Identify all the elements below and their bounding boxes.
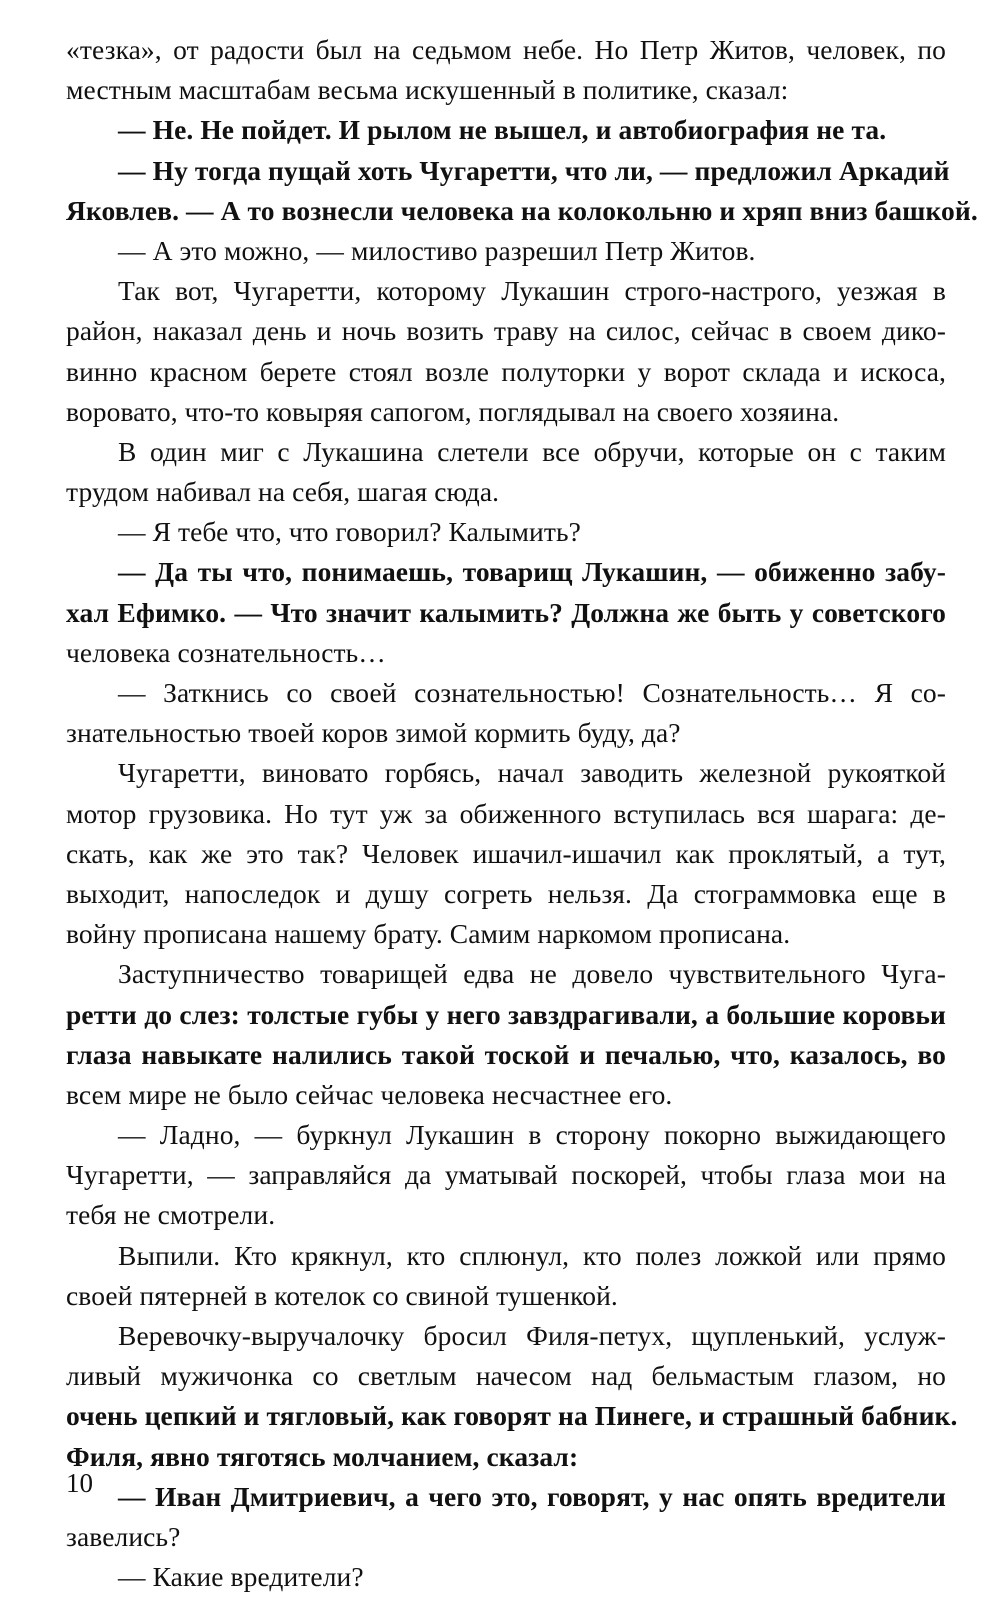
- text-line: Чугаретти, — заправляйся да уматывай поскорей, чтобы глаза мои на: [66, 1159, 946, 1191]
- text-line: — Не. Не пойдет. И рылом не вышел, и автобиография не та.: [118, 114, 887, 146]
- text-line: «тезка», от радости был на седьмом небе. Но Петр Житов, человек, по: [66, 34, 946, 65]
- text-line: ретти до слез: толстые губы у него завздрагивали, а большие коровьи: [66, 998, 946, 1030]
- text-line: глаза навыкате налились такой тоской и печалью, что, казалось, во: [66, 1038, 946, 1070]
- text-line: тебя не смотрели.: [66, 1199, 276, 1231]
- text-line: — Ну тогда пущай хоть Чугаретти, что ли, — предложил Аркадий: [118, 154, 950, 186]
- text-line: ливый мужичонка со светлым начесом над бельмастым глазом, но: [66, 1360, 946, 1392]
- text-line: Филя, явно тяготясь молчанием, сказал:: [66, 1440, 579, 1472]
- text-line: скать, как же это так? Человек ишачил-ишачил как проклятый, а тут,: [66, 837, 946, 869]
- text-line: район, наказал день и ночь возить траву на силос, сейчас в своем дико-: [66, 315, 946, 347]
- page-number: 10: [66, 1468, 93, 1498]
- text-line: трудом набивал на себя, шагая сюда.: [66, 476, 500, 508]
- text-line: — А это можно, — милостиво разрешил Петр Житов.: [118, 234, 756, 266]
- text-line: хал Ефимко. — Что значит калымить? Должна же быть у советского: [66, 596, 946, 628]
- text-line: человека сознательность…: [66, 636, 386, 668]
- page-text: [66, 30, 978, 1597]
- text-line: своей пятерней в котелок со свиной тушенкой.: [66, 1279, 618, 1311]
- text-line: — Заткнись со своей сознательностью! Сознательность… Я со-: [118, 677, 946, 708]
- text-line: вороватo, что-то ковыряя сапогом, поглядывал на своего хозяина.: [66, 395, 840, 427]
- text-line: Так вот, Чугаретти, которому Лукашин строго-настрого, уезжая в: [118, 275, 946, 307]
- text-line: мотор грузовика. Но тут уж за обиженного вступилась вся шарага: де-: [66, 797, 946, 829]
- text-line: В один миг с Лукашина слетели все обручи, которые он с таким: [118, 435, 946, 467]
- text-line: очень цепкий и тягловый, как говорят на Пинеге, и страшный бабник.: [66, 1400, 958, 1432]
- text-line: знательностью твоей коров зимой кормить буду, да?: [66, 717, 681, 749]
- text-line: Чугаретти, виновато горбясь, начал заводить железной рукояткой: [118, 757, 946, 789]
- text-line: — Да ты что, понимаешь, товарищ Лукашин, — обиженно забу-: [118, 556, 946, 588]
- text-line: — Какие вредители?: [118, 1561, 364, 1593]
- text-line: выходит, напоследок и душу согреть нельзя. Да стограммовка еще в: [66, 877, 946, 909]
- text-line: войну прописана нашему брату. Самим наркомом прописана.: [66, 918, 791, 950]
- text-line: — Ладно, — буркнул Лукашин в сторону покорно выжидающего: [118, 1119, 946, 1151]
- text-line: завелись?: [66, 1520, 181, 1552]
- text-line: — Иван Дмитриевич, а чего это, говорят, у нас опять вредители: [118, 1480, 946, 1512]
- text-line: Заступничество товарищей едва не довело чувствительного Чуга-: [118, 958, 946, 990]
- text-line: всем мире не было сейчас человека несчастнее его.: [66, 1078, 673, 1110]
- text-line: Веревочку-выручалочку бросил Филя-петух, щупленький, услуж-: [118, 1320, 946, 1351]
- text-line: Выпили. Кто крякнул, кто сплюнул, кто полез ложкой или прямо: [118, 1239, 946, 1271]
- text-line: — Я тебе что, что говорил? Калымить?: [118, 516, 581, 548]
- text-line: местным масштабам весьма искушенный в политике, сказал:: [66, 74, 789, 106]
- text-line: Яковлев. — А то вознесли человека на колокольню и хряп вниз башкой.: [66, 194, 978, 226]
- text-line: винно красном берете стоял возле полуторки у ворот склада и искоса,: [66, 355, 946, 387]
